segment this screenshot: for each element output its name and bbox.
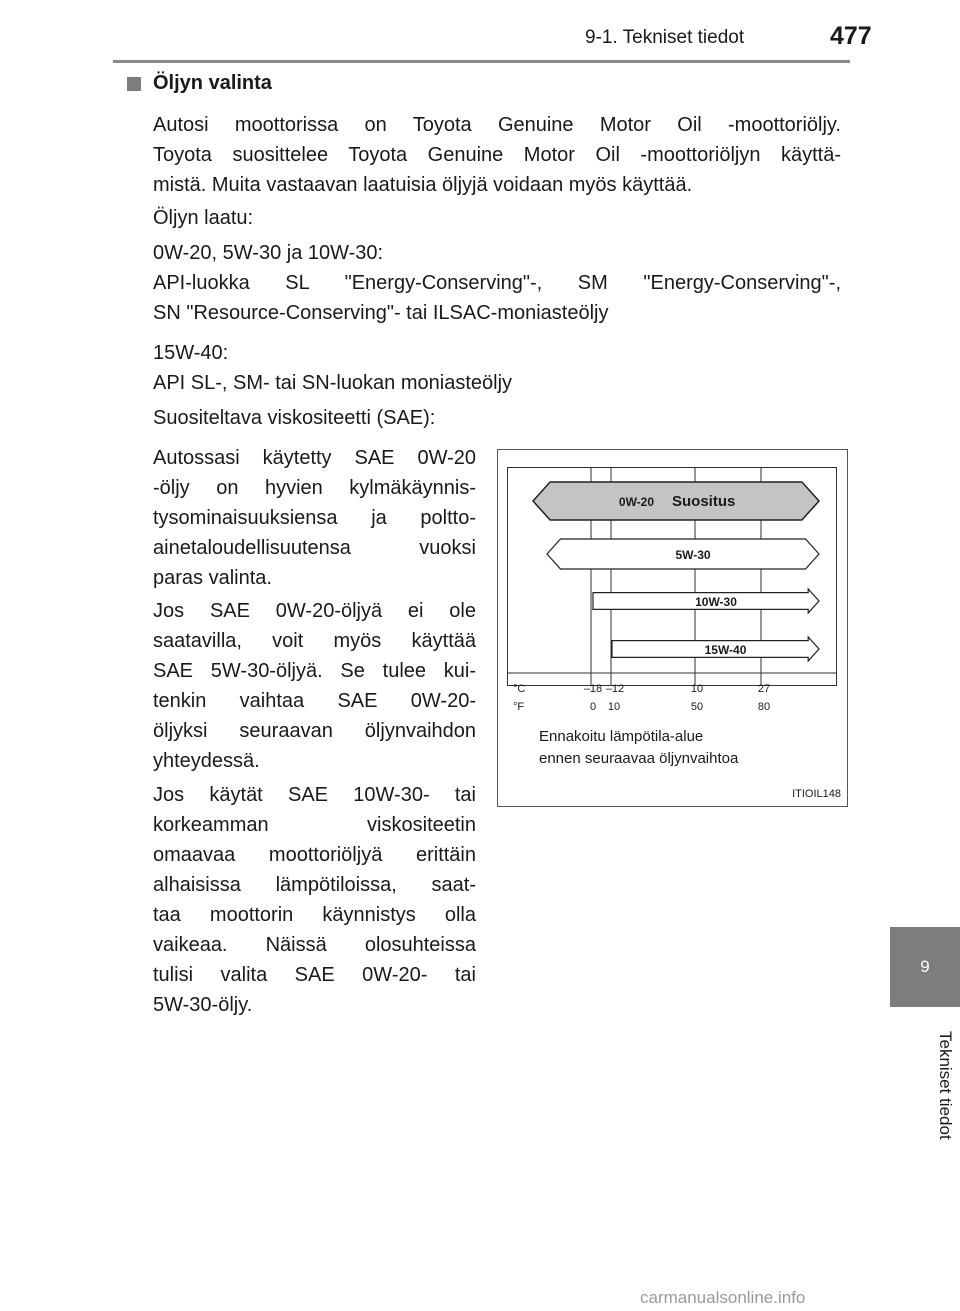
text-line: mistä. Muita vastaavan laatuisia öljyjä voidaan myös käyttää. — [153, 174, 693, 196]
fahrenheit-tick: 0 — [589, 701, 597, 713]
section-heading — [127, 72, 272, 95]
text-line: ainetaloudellisuutensa vuoksi — [153, 537, 476, 559]
bar-tag-label: Suositus — [672, 493, 736, 510]
bar-label: 5W-30 — [675, 548, 711, 562]
column-paragraph-3 — [153, 780, 476, 1020]
bar-label: 15W-40 — [704, 643, 747, 657]
fahrenheit-tick: 10 — [607, 701, 621, 713]
heading-square-icon — [127, 77, 141, 91]
watermark: carmanualsonline.info — [640, 1288, 806, 1307]
grade2-block — [153, 338, 841, 398]
text-line: tysominaisuuksiensa ja poltto- — [153, 507, 476, 529]
text-line: API-luokka SL "Energy-Conserving"-, SM "Energy-Conserving"-, — [153, 272, 841, 294]
text-line: paras valinta. — [153, 567, 272, 589]
oil-viscosity-diagram — [497, 449, 848, 807]
heading-text: Öljyn valinta — [153, 72, 272, 94]
caption-line-1: Ennakoitu lämpötila-alue — [539, 728, 704, 745]
text-line: Autossasi käytetty SAE 0W-20 — [153, 447, 476, 469]
celsius-tick: 10 — [690, 683, 704, 695]
text-line: API SL-, SM- tai SN-luokan moniasteöljy — [153, 372, 513, 394]
chapter-tab[interactable]: 9 — [890, 927, 960, 1007]
text-line: -öljy on hyvien kylmäkäynnis- — [153, 477, 476, 499]
text-line: SAE 5W-30-öljyä. Se tulee kui- — [153, 660, 476, 682]
bar-label: 0W-20 — [618, 495, 654, 509]
text-line: tenkin vaihtaa SAE 0W-20- — [153, 690, 476, 712]
text-line: omaavaa moottoriöljyä erittäin — [153, 844, 476, 866]
intro-paragraph — [153, 110, 841, 200]
column-paragraph-1 — [153, 443, 476, 593]
text-line: yhteydessä. — [153, 750, 260, 772]
celsius-tick: –12 — [605, 683, 625, 695]
text-line: öljyksi seuraavan öljynvaihdon — [153, 720, 476, 742]
celsius-tick: –18 — [583, 683, 603, 695]
text-line: tulisi valita SAE 0W-20- tai — [153, 964, 476, 986]
text-line: taa moottorin käynnistys olla — [153, 904, 476, 926]
celsius-unit: °C — [513, 683, 526, 695]
fahrenheit-unit: °F — [513, 701, 525, 713]
figure-id: ITIOIL148 — [792, 788, 841, 800]
text-line: SN "Resource-Conserving"- tai ILSAC-moniasteöljy — [153, 302, 609, 324]
text-line: korkeamman viskositeetin — [153, 814, 476, 836]
fahrenheit-tick: 50 — [690, 701, 704, 713]
grade1-block — [153, 238, 841, 328]
fahrenheit-tick: 80 — [757, 701, 771, 713]
header-divider — [113, 60, 850, 63]
chapter-title: Tekniset tiedot — [936, 1030, 955, 1140]
text-line: 5W-30-öljy. — [153, 994, 253, 1016]
text-line: Toyota suosittelee Toyota Genuine Motor Oil -moottoriöljyn käyttä- — [153, 144, 841, 166]
celsius-tick: 27 — [757, 683, 771, 695]
text-line: Jos SAE 0W-20-öljyä ei ole — [153, 600, 476, 622]
column-paragraph-2 — [153, 596, 476, 776]
oil-quality-label: Öljyn laatu: — [153, 207, 254, 229]
text-line: vaikeaa. Näissä olosuhteissa — [153, 934, 476, 956]
text-line: saatavilla, voit myös käyttää — [153, 630, 476, 652]
viscosity-label: Suositeltava viskositeetti (SAE): — [153, 407, 436, 429]
grade2-title: 15W-40: — [153, 342, 229, 364]
bar-label: 10W-30 — [695, 595, 737, 609]
page-number: 477 — [830, 22, 872, 50]
grade1-title: 0W-20, 5W-30 ja 10W-30: — [153, 242, 384, 264]
section-title: 9-1. Tekniset tiedot — [585, 27, 745, 48]
text-line: Autosi moottorissa on Toyota Genuine Motor Oil -moottoriöljy. — [153, 114, 841, 136]
caption-line-2: ennen seuraavaa öljynvaihtoa — [539, 750, 739, 767]
text-line: Jos käytät SAE 10W-30- tai — [153, 784, 476, 806]
text-line: alhaisissa lämpötiloissa, saat- — [153, 874, 476, 896]
